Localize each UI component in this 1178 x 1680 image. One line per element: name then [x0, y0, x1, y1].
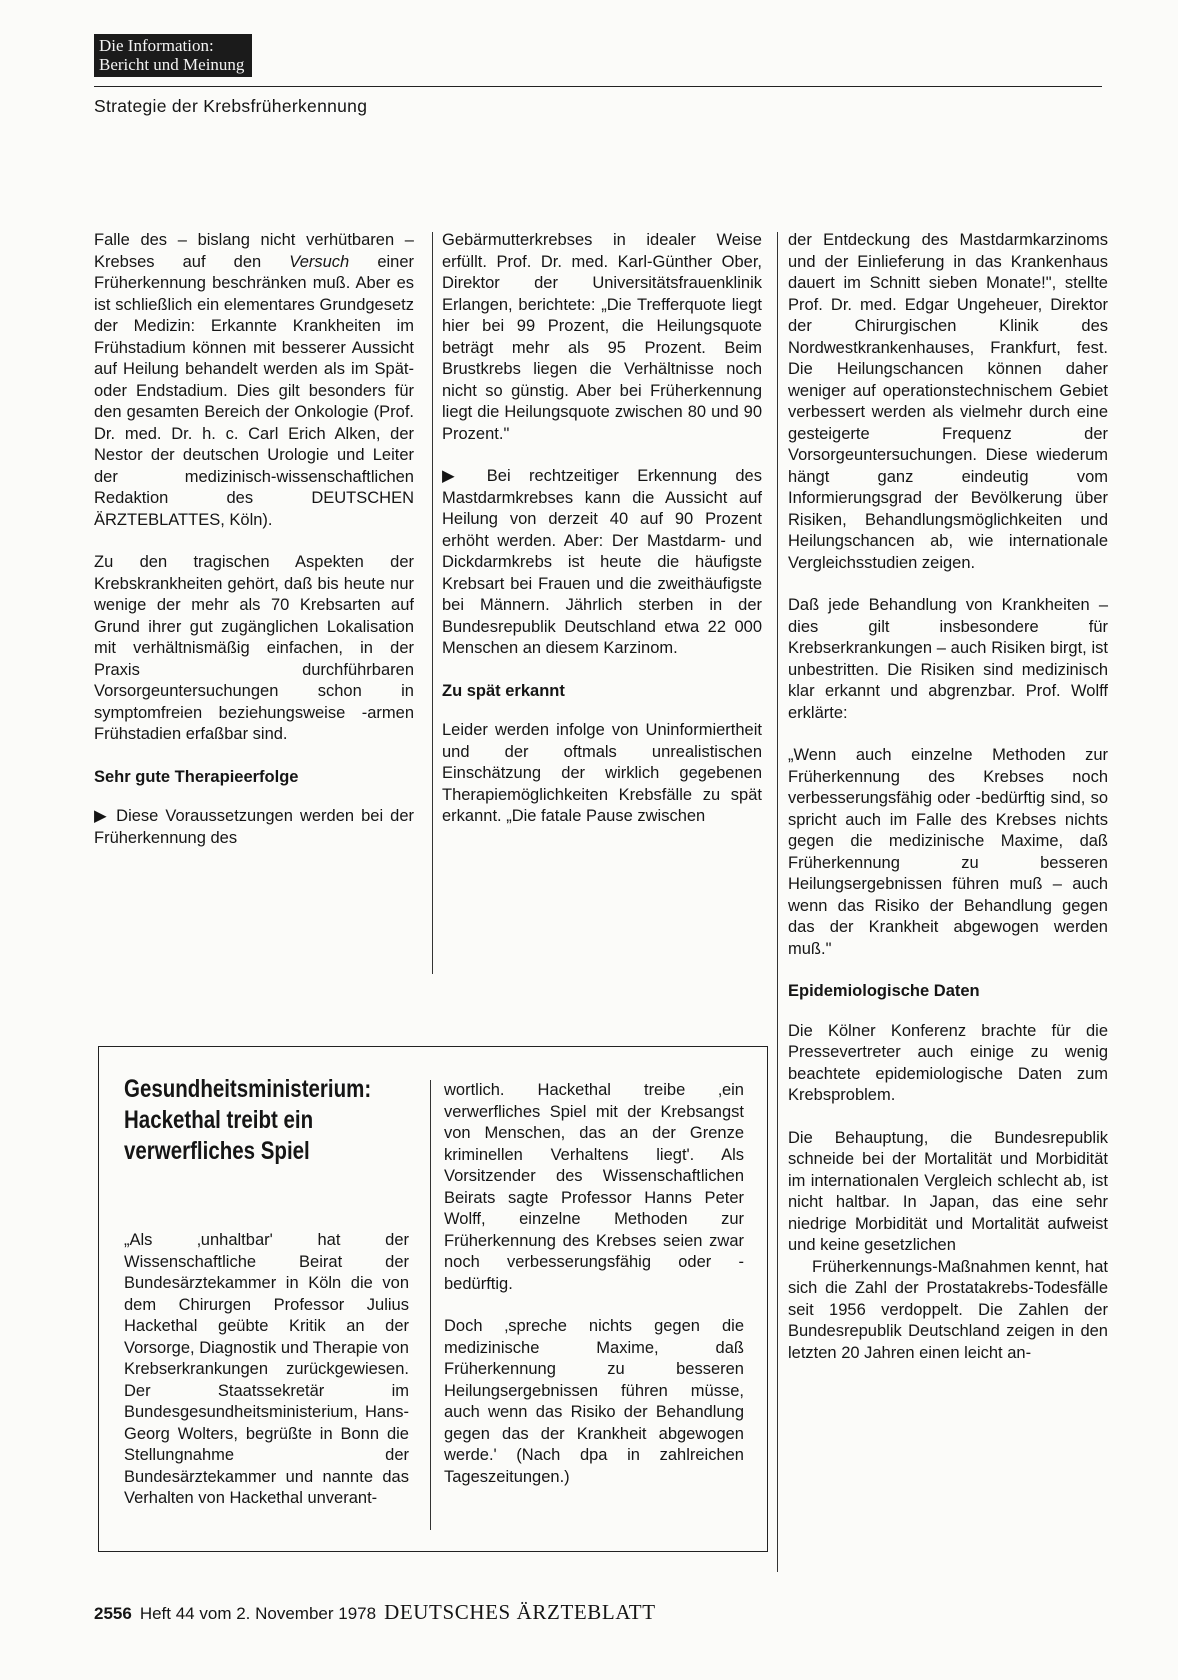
rubric-label — [94, 34, 252, 77]
box-column-2 — [444, 1080, 744, 1488]
paragraph: der Entdeckung des Mastdarmkarzinoms und der Einlieferung in das Krankenhaus dauert im Schnitt sieben Monate!", stellte Prof. Dr. med. Edgar Ungeheuer, Direktor der Chirurgischen Klinik des Nordwestkrankenhauses, Frankfurt, fest. Die Heilungschancen können daher weniger auf operationstechnischem Gebiet verbessert werden als vielmehr durch eine gesteigerte Frequenz der Vorsorgeuntersuchungen. Diese wiederum hängt ganz eindeutig vom Informierungsgrad der Bevölkerung über Risiken, Behandlungsmöglichkeiten und Heilungschancen ab, wie internationale Vergleichsstudien zeigen. — [788, 231, 1108, 572]
box-headline-line-3: verwerfliches Spiel — [124, 1137, 310, 1165]
column-divider — [777, 232, 778, 1572]
paragraph: wortlich. Hackethal treibe ‚ein verwerfliches Spiel mit der Krebsangst von Menschen, das an der Grenze kriminellen Verhaltens liegt'. Als Vorsitzender des Wissenschaftlichen Beirats sagte Professor Hanns Peter Wolff, einzelne Methoden zur Früherkennung des Krebses seien zwar noch verbesserungsfähig oder -bedürftig. — [444, 1081, 744, 1293]
column-divider — [432, 232, 433, 974]
box-column-1 — [124, 1230, 409, 1510]
box-column-divider — [430, 1080, 431, 1530]
paragraph: Zu den tragischen Aspekten der Krebskrankheiten gehört, daß bis heute nur wenige der mehr als 70 Krebsarten auf Grund ihrer gut zugänglichen Lokalisation mit verhältnismäßig einfachen, in der Praxis durchführbaren Vorsorgeuntersuchungen schon in symptomfreien beziehungsweise -armen Frühstadien erfaßbar sind. — [94, 553, 414, 743]
subheading: Epidemiologische Daten — [788, 982, 980, 1000]
issue-info: Heft 44 vom 2. November 1978 — [139, 1604, 377, 1623]
article-column-2 — [442, 230, 762, 828]
box-headline-line-1: Gesundheitsministerium: — [124, 1075, 372, 1103]
section-title: Strategie der Krebsfrüherkennung — [94, 96, 368, 116]
paragraph: „Als ‚unhaltbar' hat der Wissenschaftliche Beirat der Bundesärztekammer in Köln die von dem Chirurgen Professor Julius Hackethal geübte Kritik an der Vorsorge, Diagnostik und Therapie von Krebserkrankungen zurückgewiesen. Der Staatssekretär im Bundesgesundheitsministerium, Hans-Georg Wolters, begrüßte in Bonn die Stellungnahme der Bundesärztekammer und nannte das Verhalten von Hackethal unverant- — [124, 1231, 409, 1507]
paragraph: Die Kölner Konferenz brachte für die Pressevertreter auch einige zu wenig beachtete epidemiologische Daten zum Krebsproblem. — [788, 1021, 1108, 1104]
paragraph: Doch ‚spreche nichts gegen die medizinische Maxime, daß Früherkennung zu besseren Heilungsergebnissen führen müsse, auch wenn das Risiko der Behandlung gegen das der Krankheit abgewogen werde.' (Nach dpa in zahlreichen Tageszeitungen.) — [444, 1317, 744, 1486]
paragraph: ▶ Diese Voraussetzungen werden bei der Früherkennung des — [94, 807, 414, 847]
quote-paragraph: „Wenn auch einzelne Methoden zur Früherkennung des Krebses noch verbesserungsfähig oder -bedürftig sind, so spricht auch im Falle des Krebses nichts gegen die medizinische Maxime, daß Früherkennung zu besseren Heilungsergebnissen führen muß – auch wenn das Risiko der Behandlung gegen das der Krankheit abgewogen werden muß." — [788, 746, 1108, 958]
subheading: Zu spät erkannt — [442, 681, 565, 700]
paragraph: ▶ Bei rechtzeitiger Erkennung des Mastdarmkrebses kann die Aussicht auf Heilung von derzeit 40 auf 90 Prozent erhöht werden. Aber: Der Mastdarm- und Dickdarmkrebs ist heute die häufigste Krebsart bei Frauen und die zweithäufigste bei Männern. Jährlich sterben in der Bundesrepublik Deutschland etwa 22 000 Menschen an diesem Karzinom. — [442, 467, 762, 657]
box-headline-line-2: Hackethal treibt ein — [124, 1106, 314, 1134]
magazine-name: DEUTSCHES ÄRZTEBLATT — [384, 1600, 656, 1624]
article-column-1 — [94, 230, 414, 849]
paragraph: Gebärmutterkrebses in idealer Weise erfüllt. Prof. Dr. med. Karl-Günther Ober, Direktor der Universitätsfrauenklinik Erlangen, berichtete: „Die Trefferquote liegt hier bei 99 Prozent, die Heilungsquote beträgt mehr als 95 Prozent. Beim Brustkrebs liegen die Verhältnisse noch nicht so günstig. Aber bei Früherkennung liegt die Heilungsquote zwischen 80 und 90 Prozent." — [442, 231, 762, 443]
article-column-3 — [788, 230, 1108, 1364]
rubric-line-1: Die Information: — [99, 36, 214, 55]
rubric-line-2: Bericht und Meinung — [99, 55, 245, 74]
subheading: Sehr gute Therapieerfolge — [94, 767, 299, 786]
emphasis-text: Versuch — [289, 252, 350, 271]
page-footer — [94, 1600, 656, 1625]
page-number: 2556 — [94, 1604, 132, 1623]
paragraph: Früherkennungs-Maßnahmen kennt, hat sich die Zahl der Prostatakrebs-Todesfälle seit 1956 verdoppelt. Die Zahlen der Bundesrepublik Deutschland zeigen in den letzten 20 Jahren einen leicht an- — [788, 1257, 1108, 1362]
header-divider — [94, 86, 1102, 87]
paragraph: Falle des – bislang nicht verhütbaren – Krebses auf den Versuch einer Früherkennung beschränken muß. Aber es ist schließlich ein elementares Grundgesetz der Medizin: Erkannte Krankheiten im Frühstadium können mit besserer Aussicht auf Heilung behandelt werden als im Spät- oder Endstadium. Dies gilt besonders für den gesamten Bereich der Onkologie (Prof. Dr. med. Dr. h. c. Carl Erich Alken, der Nestor der deutschen Urologie und Leiter der medizinisch-wissenschaftlichen Redaktion des DEUTSCHEN ÄRZTEBLATTES, Köln). — [94, 231, 415, 529]
box-headline — [124, 1074, 403, 1167]
paragraph: Daß jede Behandlung von Krankheiten – dies gilt insbesondere für Krebserkrankungen – auch Risiken birgt, ist unbestritten. Die Risiken sind medizinisch klar erkannt und abgrenzbar. Prof. Wolff erklärte: — [788, 596, 1108, 722]
paragraph: Leider werden infolge von Uninformiertheit und der oftmals unrealistischen Einschätzung der wirklich gegebenen Therapiemöglichkeiten Krebsfälle zu spät erkannt. „Die fatale Pause zwischen — [442, 721, 762, 825]
paragraph: Die Behauptung, die Bundesrepublik schneide bei der Mortalität und Morbidität im internationalen Vergleich schlecht ab, ist nicht haltbar. In Japan, das eine sehr niedrige Morbidität und Mortalität aufweist und keine gesetzlichen — [788, 1128, 1108, 1254]
